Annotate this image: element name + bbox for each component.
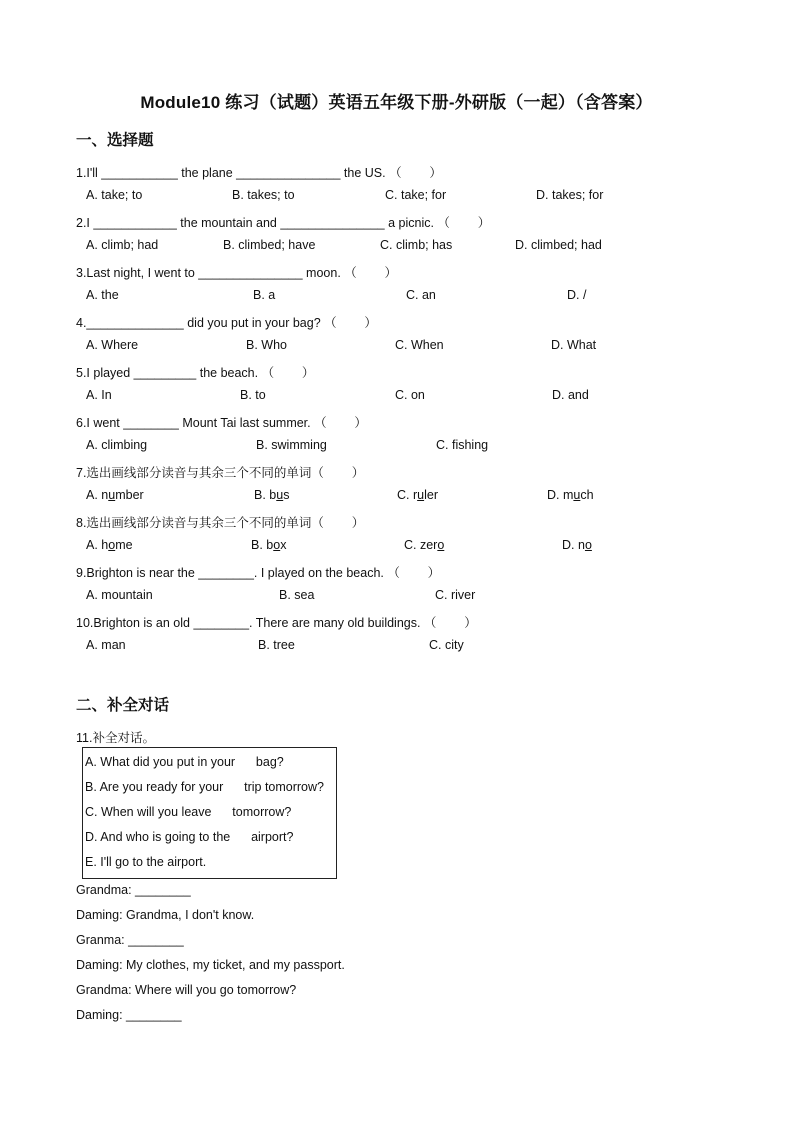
question-8-options [86, 538, 726, 556]
answer-option: C. river [435, 588, 476, 602]
option-text: s [283, 488, 290, 502]
question-1-options [86, 188, 726, 206]
answer-option [86, 488, 144, 502]
underlined-letters: u [276, 488, 284, 502]
question-11-stem: 11.补全对话。 [76, 731, 155, 745]
question-5-stem: 5.I played _________ the beach. （ ） [76, 366, 315, 380]
question-4-options [86, 338, 726, 356]
question-10-stem: 10.Brighton is an old ________. There are many old buildings. （ ） [76, 616, 477, 630]
dialogue-option: B. Are you ready for your trip tomorrow? [85, 780, 324, 794]
underlined-letters: o [437, 538, 445, 552]
answer-option [404, 538, 444, 552]
question-2-stem: 2.I ____________ the mountain and _______________ a picnic. （ ） [76, 216, 491, 230]
option-text: ch [580, 488, 594, 502]
page-title: Module10 练习（试题）英语五年级下册-外研版（一起）（含答案） [140, 93, 653, 112]
answer-option: A. climbing [86, 438, 148, 452]
option-text: mber [115, 488, 144, 502]
answer-option [86, 538, 133, 552]
answer-option [397, 488, 438, 502]
answer-option: C. on [395, 388, 425, 402]
underlined-letters: u [573, 488, 581, 502]
answer-option: D. and [552, 388, 589, 402]
answer-option: A. mountain [86, 588, 153, 602]
option-text: C. zer [404, 538, 438, 552]
option-text: B. b [251, 538, 274, 552]
question-8-stem: 8.选出画线部分读音与其余三个不同的单词（ ） [76, 516, 365, 530]
answer-option: B. tree [258, 638, 295, 652]
answer-option: A. take; to [86, 188, 143, 202]
dialogue-option: E. I'll go to the airport. [85, 855, 207, 869]
option-text: ler [424, 488, 438, 502]
dialogue-line: Granma: ________ [76, 933, 184, 947]
answer-option: D. takes; for [536, 188, 604, 202]
question-2-options [86, 238, 726, 256]
option-text: D. n [562, 538, 585, 552]
dialogue-line: Daming: My clothes, my ticket, and my passport. [76, 958, 345, 972]
dialogue-option: C. When will you leave tomorrow? [85, 805, 292, 819]
answer-option: B. to [240, 388, 266, 402]
question-6-options [86, 438, 726, 456]
answer-option: A. climb; had [86, 238, 159, 252]
underlined-letters: u [417, 488, 425, 502]
answer-option: D. / [567, 288, 587, 302]
answer-option: B. takes; to [232, 188, 295, 202]
option-text: me [115, 538, 133, 552]
question-3-stem: 3.Last night, I went to _______________ moon. （ ） [76, 266, 398, 280]
underlined-letters: u [108, 488, 116, 502]
answer-option: C. climb; has [380, 238, 453, 252]
section-heading-choice: 一、选择题 [76, 132, 154, 149]
answer-option [254, 488, 289, 502]
answer-option: C. take; for [385, 188, 447, 202]
answer-option: A. the [86, 288, 119, 302]
dialogue-line: Grandma: ________ [76, 883, 191, 897]
option-text: D. m [547, 488, 574, 502]
underlined-letters: o [108, 538, 116, 552]
answer-option: D. What [551, 338, 597, 352]
underlined-letters: o [584, 538, 592, 552]
question-6-stem: 6.I went ________ Mount Tai last summer. （ ） [76, 416, 367, 430]
answer-option: A. In [86, 388, 112, 402]
question-5-options [86, 388, 726, 406]
question-1-stem: 1.I'll ___________ the plane _______________ the US. （ ） [76, 166, 442, 180]
underlined-letters: o [273, 538, 281, 552]
answer-option: A. man [86, 638, 126, 652]
dialogue-line: Daming: ________ [76, 1008, 182, 1022]
dialogue-options-box [82, 747, 337, 879]
answer-option: B. Who [246, 338, 287, 352]
question-9-options [86, 588, 726, 606]
answer-option: B. swimming [256, 438, 327, 452]
answer-option: B. a [253, 288, 276, 302]
option-text: C. r [397, 488, 418, 502]
dialogue-line: Daming: Grandma, I don't know. [76, 908, 255, 922]
answer-option: A. Where [86, 338, 139, 352]
question-7-stem: 7.选出画线部分读音与其余三个不同的单词（ ） [76, 466, 365, 480]
answer-option: C. an [406, 288, 436, 302]
dialogue-option: A. What did you put in your bag? [85, 755, 284, 769]
question-3-options [86, 288, 726, 306]
question-7-options [86, 488, 726, 506]
option-text: A. h [86, 538, 109, 552]
question-10-options [86, 638, 726, 656]
answer-option: C. fishing [436, 438, 489, 452]
answer-option: B. climbed; have [223, 238, 316, 252]
question-9-stem: 9.Brighton is near the ________. I played on the beach. （ ） [76, 566, 441, 580]
answer-option [562, 538, 592, 552]
option-text: A. n [86, 488, 109, 502]
section-heading-dialogue: 二、补全对话 [76, 697, 170, 714]
answer-option [547, 488, 594, 502]
dialogue-line: Grandma: Where will you go tomorrow? [76, 983, 297, 997]
dialogue-option: D. And who is going to the airport? [85, 830, 294, 844]
answer-option [251, 538, 286, 552]
answer-option: D. climbed; had [515, 238, 602, 252]
option-text: B. b [254, 488, 277, 502]
question-4-stem: 4.______________ did you put in your bag? （ ） [76, 316, 377, 330]
answer-option: C. When [395, 338, 444, 352]
answer-option: C. city [429, 638, 464, 652]
answer-option: B. sea [279, 588, 315, 602]
option-text: x [280, 538, 287, 552]
